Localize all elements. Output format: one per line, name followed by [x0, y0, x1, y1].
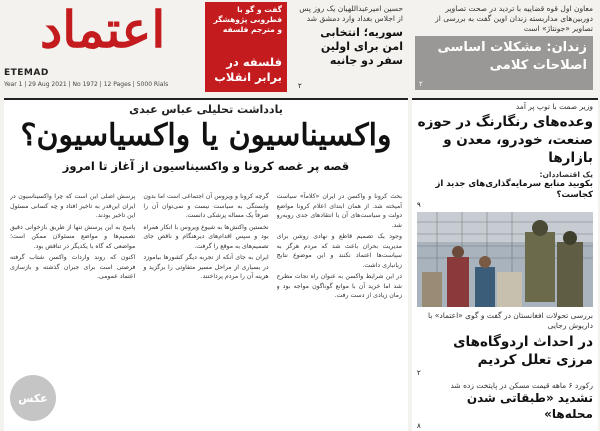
side-story-industry[interactable]	[417, 102, 593, 209]
top-right-kicker: معاون اول قوه قضاییه با تردید در صحت تصاویر دوربین‌های مداربسته زندان اوین گفت به بررسی از تصاویر «جونتاژ» است	[435, 4, 593, 33]
top-right-teaser[interactable]	[411, 2, 597, 94]
main-subhead: قصه پر غصه کرونا و واکسیناسیون از آغاز تا امروز	[62, 159, 350, 173]
newspaper-logo-latin: ETEMAD	[4, 68, 49, 78]
article-paragraph: گرچه کرونا و ویروس آن اجتماعی است اما بدون وابستگی به سیاست نیست و نمی‌توان آن را صرفاً یک مساله پزشکی دانست.	[143, 193, 269, 219]
side-story-title: در احداث اردوگاه‌های مرزی تعلل کردیم	[453, 334, 593, 368]
side-story-title: وعده‌های رنگارنگ در حوزه صنعت، خودرو، معدن و بازارها	[417, 114, 593, 166]
center-teaser-kicker: حسین امیرعبداللهیان یک روز پس از اجلاس بغداد وارد دمشق شد	[299, 4, 403, 23]
article-paragraph: پرسش اصلی این است که چرا واکسیناسیون در ایران این‌قدر به تاخیر افتاد و چه کسانی مسئول این تاخیر بودند.	[10, 193, 136, 219]
side-story-kicker: رکورد ۶ ماهه قیمت مسکن در پایتخت زده شد	[450, 381, 593, 390]
center-teaser-title: سوریه؛ انتخابی امن برای اولین سفر دو جانبه	[320, 26, 403, 67]
main-headline: واکسیناسیون یا واکسیاسیون؟	[20, 118, 392, 153]
main-story-kicker: یادداشت تحلیلی عباس عبدی	[129, 103, 283, 116]
article-column	[277, 192, 402, 430]
article-paragraph: در این شرایط واکسن به عنوان راه نجات مطرح شد اما خرید آن با موانع گوناگون مواجه بود و زمان زیادی از دست رفت.	[276, 273, 402, 299]
article-column	[143, 192, 268, 430]
article-paragraph: پاسخ به این پرسش تنها از طریق بازخوانی دقیق تصمیم‌ها و مواضع مسئولان ممکن است؛ مواضعی که گاه با یکدیگر در تناقض بود.	[10, 223, 136, 250]
masthead	[0, 0, 600, 98]
side-story-title: تشدید «طبقاتی شدن محله‌ها»	[466, 391, 593, 421]
news-photo[interactable]	[417, 212, 593, 307]
page-number: ۲	[417, 369, 421, 377]
side-story-kicker: وزیر صمت با توپ پر آمد	[515, 102, 593, 111]
top-right-title: زندان: مشکلات اساسی اصلاحات کلامی	[437, 40, 587, 73]
center-teaser[interactable]	[292, 2, 407, 94]
side-story-housing[interactable]	[417, 381, 593, 430]
side-column	[412, 98, 598, 431]
red-teaser-kicker: گفت و گو با فطروبی پژوهشگر و مترجم فلسفه	[213, 5, 282, 34]
border-crowd-photo	[417, 212, 593, 307]
side-story-sub: بکوبید منابع سرمایه‌گذاری‌های جدید از کجاست؟	[435, 179, 593, 200]
red-teaser-box[interactable]	[205, 2, 287, 92]
article-columns	[10, 192, 402, 430]
main-story[interactable]	[4, 98, 408, 431]
page-number: ۲	[298, 82, 302, 90]
article-paragraph: ایران به جای آنکه از تجربه دیگر کشورها بیاموزد در بسیاری از مراحل مسیر متفاوتی را برگزید و هزینه آن را مردم پرداختند.	[143, 254, 269, 280]
page-number: ۹	[417, 201, 421, 209]
article-paragraph: اکنون که روند واردات واکسن شتاب گرفته فرصتی است برای جبران گذشته و بازسازی اعتماد عمومی.	[10, 254, 136, 280]
watermark-logo: عکس	[10, 375, 56, 421]
article-paragraph: نخستین واکنش‌ها به شیوع ویروس با انکار همراه بود و سپس اقدام‌های دیرهنگام و ناقص جای تصمیم‌های به موقع را گرفت.	[143, 223, 269, 250]
article-paragraph: وجود یک تصمیم قاطع و نهادی روشن برای مدیریت بحران باعث شد که مردم هرگز به سیاست‌ها اعتماد نکنند و این موضوع نتایج زیانباری داشت.	[276, 233, 402, 269]
logo-area	[20, 0, 220, 60]
page-number: ۲	[419, 80, 423, 88]
issue-date-line: Year 1 | 29 Aug 2021 | No 1972 | 12 Pages | 5000 Rials	[4, 81, 169, 88]
page-number: ۸	[417, 422, 421, 430]
red-teaser-title: فلسفه در برابر انقلاب	[214, 55, 282, 84]
side-story-afghanistan[interactable]	[417, 311, 593, 377]
grey-headline-box	[415, 36, 593, 90]
side-story-sub-kicker: یک اقتصاددان:	[539, 170, 593, 179]
newspaper-logo[interactable]: اعتماد	[40, 0, 166, 59]
article-paragraph: بحث کرونا و واکسن در ایران «کلاماً» سیاست آمیخته شد. از همان ابتدای اعلام کرونا مواضع دولت و سیاست‌های آن با انتقادهای جدی روبه‌رو شد.	[276, 193, 402, 229]
side-story-kicker: بررسی تحولات افغانستان در گفت و گوی «اعتماد» با داریوش رجایی	[428, 311, 593, 330]
